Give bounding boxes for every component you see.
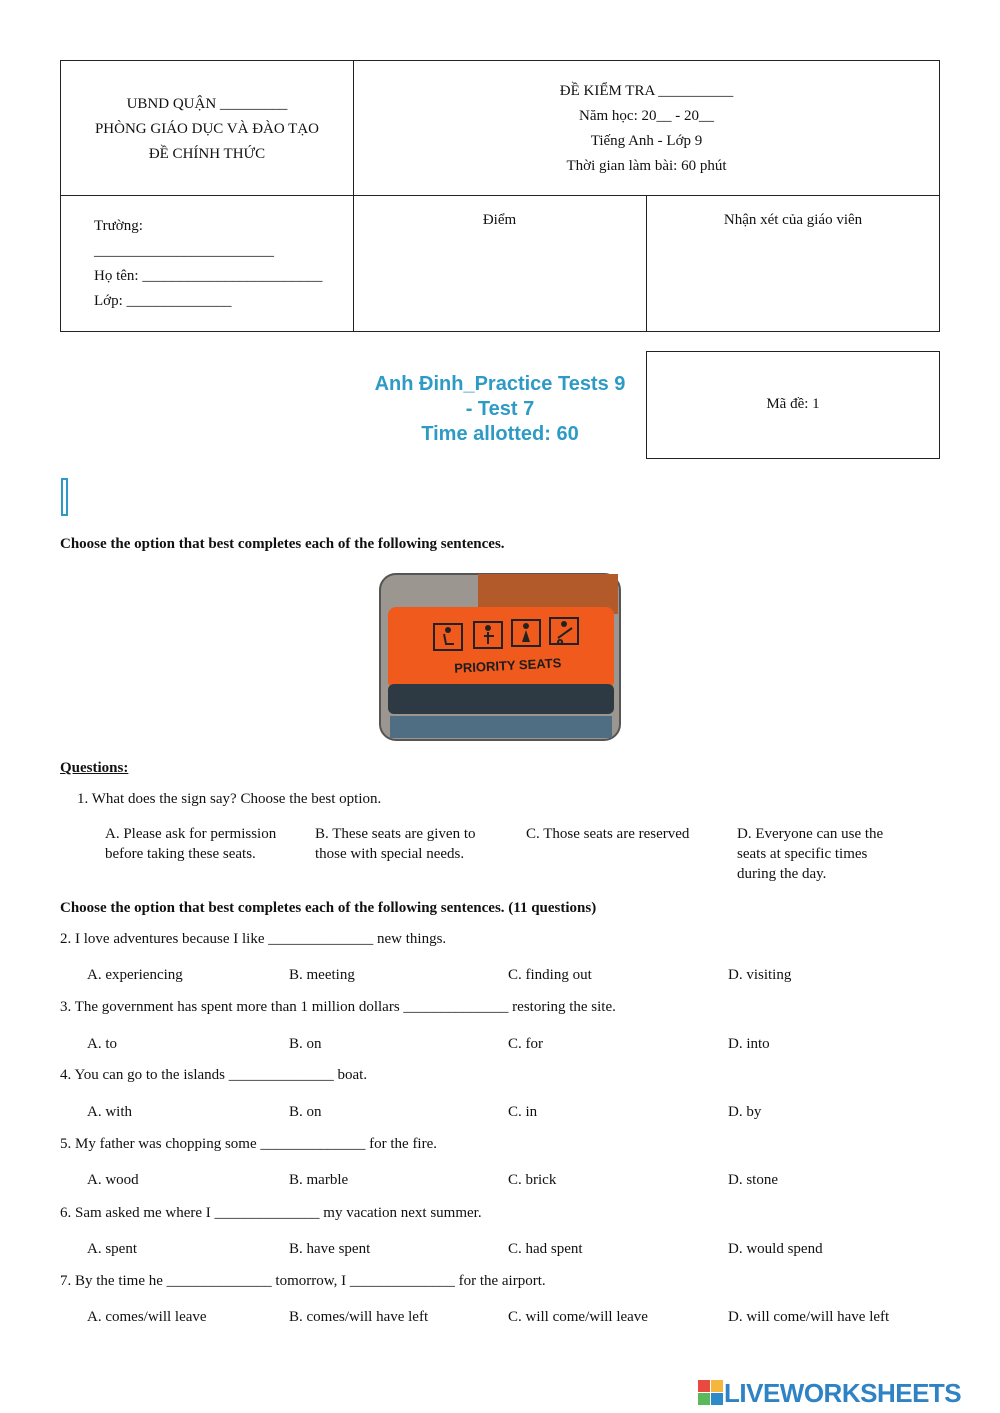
priority-seats-image	[378, 572, 630, 744]
question-6: 6. Sam asked me where I ______________ my vacation next summer.	[60, 1205, 482, 1221]
teacher-comment-label: Nhận xét của giáo viên	[723, 212, 863, 228]
q4-option-c[interactable]: C. in	[508, 1104, 538, 1120]
section2-instruction: Choose the option that best completes each of the following sentences. (11 questions)	[60, 900, 597, 916]
q3-option-a[interactable]: A. to	[87, 1036, 117, 1052]
q1-option-a[interactable]	[105, 824, 305, 864]
q6-option-b[interactable]: B. have spent	[289, 1241, 371, 1257]
q1-option-d-line: seats at specific times	[737, 846, 868, 862]
test-code: Mã đề: 1	[766, 396, 820, 412]
class-field[interactable]: Lớp: ______________	[94, 293, 232, 309]
section1-instruction: Choose the option that best completes each of the following sentences.	[60, 536, 505, 552]
question-3: 3. The government has spent more than 1 million dollars ______________ restoring the site.	[60, 999, 616, 1015]
q1-option-b[interactable]	[315, 824, 515, 864]
school-field: Trường:	[94, 218, 143, 234]
q1-option-a-line: before taking these seats.	[105, 846, 256, 862]
q1-option-c-line: C. Those seats are reserved	[526, 826, 690, 842]
priority-seats-illustration	[378, 572, 630, 744]
q1-option-a-line: A. Please ask for permission	[105, 826, 277, 842]
q4-option-d[interactable]: D. by	[728, 1104, 762, 1120]
logo-mark-icon	[698, 1380, 724, 1406]
official-label: ĐỀ CHÍNH THỨC	[148, 146, 266, 162]
liveworksheets-logo[interactable]	[698, 1378, 994, 1410]
q7-option-d[interactable]: D. will come/will have left	[728, 1309, 890, 1325]
q6-option-d[interactable]: D. would spend	[728, 1241, 823, 1257]
q1-option-d[interactable]	[737, 824, 937, 884]
test-title-line-3: Time allotted: 60	[421, 423, 579, 445]
q2-option-d[interactable]: D. visiting	[728, 967, 792, 983]
header-divider-h	[60, 195, 940, 196]
department-label: PHÒNG GIÁO DỤC VÀ ĐÀO TẠO	[94, 121, 320, 137]
q7-option-c[interactable]: C. will come/will leave	[508, 1309, 648, 1325]
q6-option-a[interactable]: A. spent	[87, 1241, 137, 1257]
q2-option-b[interactable]: B. meeting	[289, 967, 355, 983]
district-label: UBND QUẬN _________	[126, 96, 288, 112]
q4-option-b[interactable]: B. on	[289, 1104, 322, 1120]
test-title	[350, 372, 650, 447]
score-label: Điểm	[482, 212, 517, 228]
q1-option-d-line: during the day.	[737, 866, 827, 882]
question-5: 5. My father was chopping some ______________ for the fire.	[60, 1136, 438, 1152]
question-7: 7. By the time he ______________ tomorrow, I ______________ for the airport.	[60, 1273, 546, 1289]
subject-grade: Tiếng Anh - Lớp 9	[590, 133, 703, 149]
q4-option-a[interactable]: A. with	[87, 1104, 132, 1120]
logo-text: LIVEWORKSHEETS	[724, 1378, 962, 1408]
q3-option-c[interactable]: C. for	[508, 1036, 543, 1052]
q2-option-c[interactable]: C. finding out	[508, 967, 592, 983]
q2-option-a[interactable]: A. experiencing	[87, 967, 183, 983]
q7-option-a[interactable]: A. comes/will leave	[87, 1309, 207, 1325]
exam-title: ĐỀ KIỂM TRA __________	[559, 83, 734, 99]
q7-option-b[interactable]: B. comes/will have left	[289, 1309, 429, 1325]
question-2: 2. I love adventures because I like ______________ new things.	[60, 931, 447, 947]
q5-option-a[interactable]: A. wood	[87, 1172, 139, 1188]
questions-label: Questions:	[60, 760, 129, 776]
q3-option-b[interactable]: B. on	[289, 1036, 322, 1052]
question-4: 4. You can go to the islands ______________ boat.	[60, 1067, 368, 1083]
q5-option-d[interactable]: D. stone	[728, 1172, 778, 1188]
name-field[interactable]: Họ tên: ________________________	[94, 268, 323, 284]
school-line[interactable]: ________________________	[94, 243, 274, 259]
q1-option-c[interactable]	[526, 824, 726, 844]
school-year: Năm học: 20__ - 20__	[579, 108, 714, 124]
duration: Thời gian làm bài: 60 phút	[566, 158, 727, 174]
q5-option-c[interactable]: C. brick	[508, 1172, 557, 1188]
header-left	[60, 92, 354, 167]
q1-option-b-line: those with special needs.	[315, 846, 465, 862]
test-title-line-1: Anh Đinh_Practice Tests 9	[374, 373, 626, 395]
priority-seats-label: PRIORITY SEATS	[453, 655, 562, 676]
header-right	[353, 79, 940, 179]
question-1: 1. What does the sign say? Choose the best option.	[77, 791, 382, 807]
student-info	[94, 214, 352, 314]
q5-option-b[interactable]: B. marble	[289, 1172, 349, 1188]
q3-option-d[interactable]: D. into	[728, 1036, 770, 1052]
q1-option-d-line: D. Everyone can use the	[737, 826, 884, 842]
test-title-line-2: - Test 7	[465, 398, 535, 420]
text-cursor[interactable]	[61, 478, 68, 516]
q1-option-b-line: B. These seats are given to	[315, 826, 476, 842]
q6-option-c[interactable]: C. had spent	[508, 1241, 583, 1257]
